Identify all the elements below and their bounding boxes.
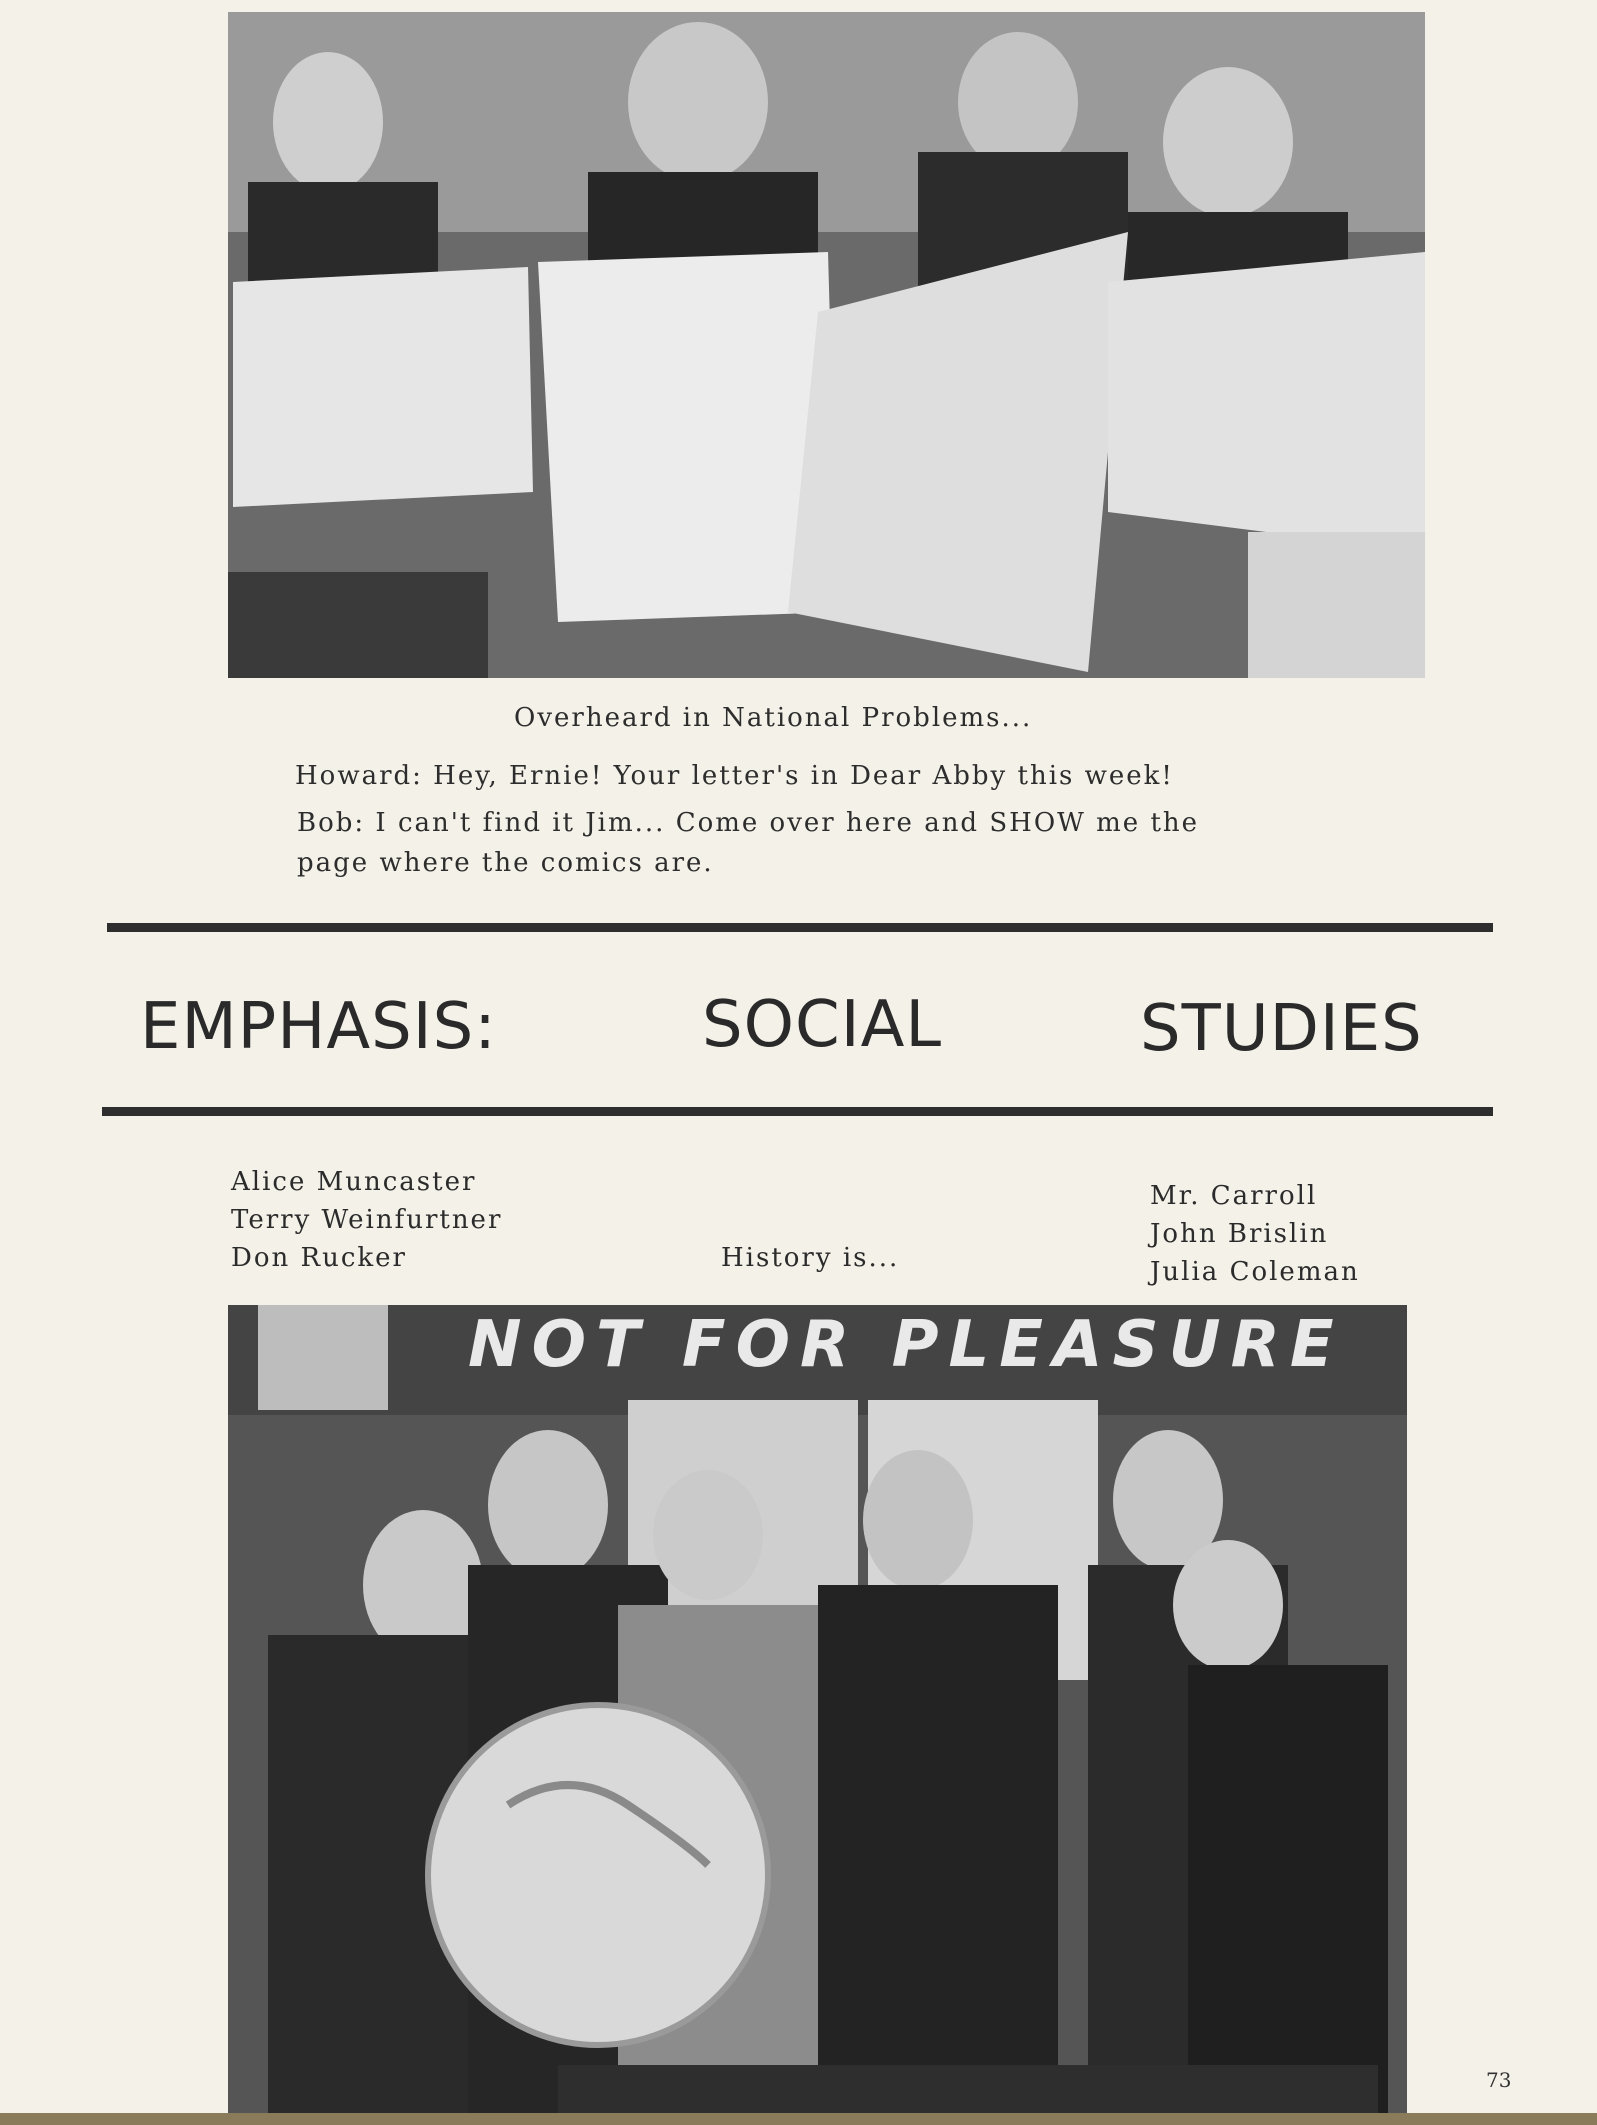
name-mr-carroll: Mr. Carroll (1150, 1181, 1318, 1211)
names-right (1150, 1177, 1360, 1291)
caption-line-bob: Bob: I can't find it Jim... Come over here and SHOW me the (297, 808, 1200, 838)
top-photo (228, 12, 1425, 678)
names-center (721, 1239, 899, 1277)
name-julia-coleman: Julia Coleman (1150, 1257, 1360, 1287)
headline-social: SOCIAL (702, 988, 942, 1062)
name-don-rucker: Don Rucker (231, 1243, 407, 1273)
headline-emphasis: EMPHASIS: (140, 990, 497, 1064)
bottom-rule (102, 1107, 1493, 1116)
names-left (231, 1163, 502, 1277)
caption-line-comics: page where the comics are. (297, 848, 714, 878)
name-alice-muncaster: Alice Muncaster (231, 1167, 477, 1197)
caption-heading: Overheard in National Problems... (514, 703, 1033, 733)
history-is-caption: History is... (721, 1243, 900, 1273)
top-rule (107, 923, 1493, 932)
globe-group-illustration (228, 1305, 1407, 2113)
bottom-photo (228, 1305, 1407, 2113)
caption-line-howard: Howard: Hey, Ernie! Your letter's in Dear Abby this week! (295, 761, 1174, 791)
name-terry-weinfurtner: Terry Weinfurtner (231, 1205, 503, 1235)
newspaper-readers-illustration (228, 12, 1425, 678)
page-number: 73 (1486, 2068, 1512, 2092)
name-john-brislin: John Brislin (1150, 1219, 1329, 1249)
not-for-pleasure-banner: NOT FOR PLEASURE (468, 1308, 1344, 1382)
headline-studies: STUDIES (1140, 992, 1423, 1066)
page-edge-strip (0, 2113, 1597, 2125)
